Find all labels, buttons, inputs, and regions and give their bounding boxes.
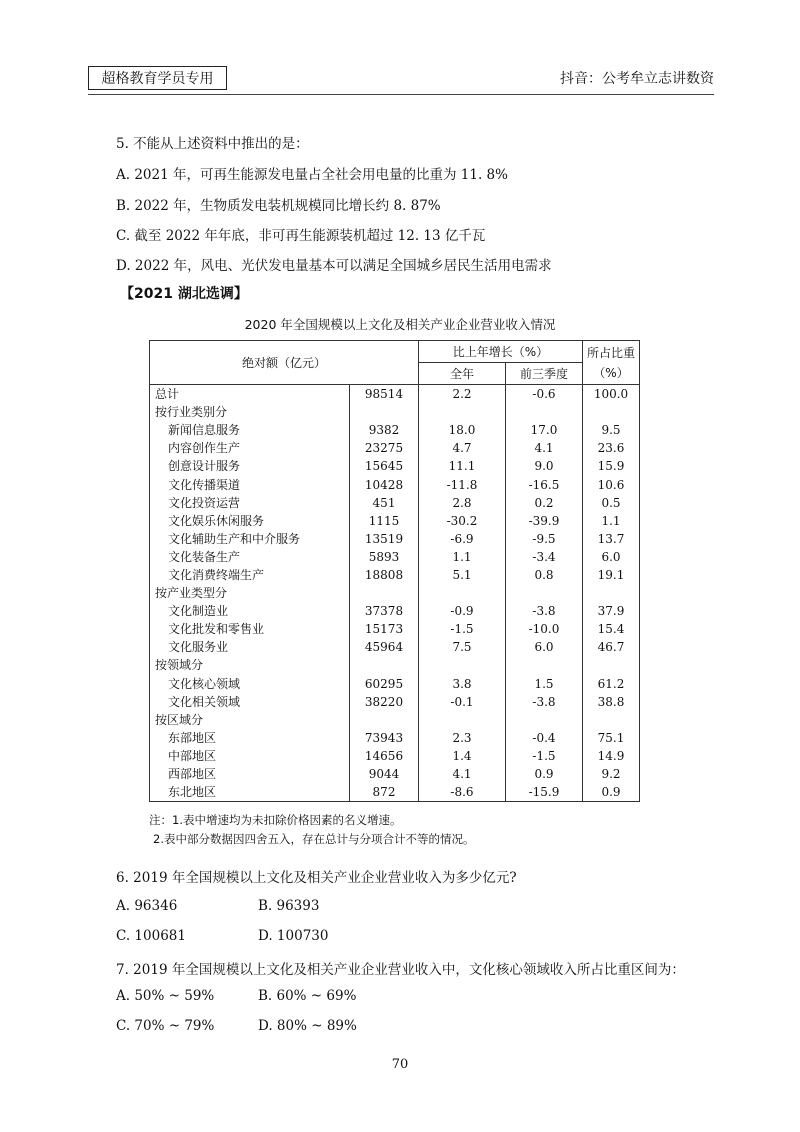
row-name: 按领域分: [150, 656, 350, 674]
row-share: 9.5: [601, 423, 621, 438]
row-q3-growth: -0.4: [506, 729, 583, 747]
row-abs: 14656: [350, 747, 419, 765]
table-row: [150, 675, 640, 693]
table-row: [150, 602, 640, 620]
row-name: 东北地区: [150, 783, 350, 802]
table-row: [150, 693, 640, 711]
table-row: [150, 403, 640, 421]
row-name: 文化服务业: [150, 638, 350, 656]
row-name: 文化批发和零售业: [150, 620, 350, 638]
q7-stem: 7. 2019 年全国规模以上文化及相关产业企业营业收入中，文化核心领域收入所占比重区间为：: [116, 962, 685, 978]
row-share: 19.1: [597, 567, 625, 582]
row-q3-growth: 0.2: [506, 494, 583, 512]
row-year-growth: -8.6: [419, 783, 506, 802]
row-name: 文化核心领域: [150, 675, 350, 693]
row-name: 中部地区: [150, 747, 350, 765]
row-year-growth: 3.8: [419, 675, 506, 693]
q5-option-a: A. 2021 年，可再生能源发电量占全社会用电量的比重为 11. 8%: [116, 167, 508, 183]
row-abs: 37378: [350, 602, 419, 620]
row-abs: [350, 584, 419, 602]
row-abs: 38220: [350, 693, 419, 711]
row-q3-growth: -1.5: [506, 747, 583, 765]
q7-option-b: B. 60% ~ 69%: [258, 988, 357, 1004]
row-q3-growth: 17.0: [506, 421, 583, 439]
row-abs: 9382: [350, 421, 419, 439]
row-name: 按区域分: [150, 711, 350, 729]
row-share: 46.7: [597, 640, 625, 655]
row-year-growth: 1.1: [419, 548, 506, 566]
row-year-growth: -0.9: [419, 602, 506, 620]
table-row: [150, 457, 640, 475]
row-name: 东部地区: [150, 729, 350, 747]
row-year-growth: -1.5: [419, 620, 506, 638]
row-abs: 73943: [350, 729, 419, 747]
row-q3-growth: [506, 584, 583, 602]
row-share: 6.0: [601, 549, 621, 564]
row-q3-growth: -16.5: [506, 475, 583, 493]
row-q3-growth: 6.0: [506, 638, 583, 656]
table-row: [150, 512, 640, 530]
q5-option-c: C. 截至 2022 年年底，非可再生能源装机超过 12. 13 亿千瓦: [116, 228, 486, 244]
row-abs: 5893: [350, 548, 419, 566]
row-abs: 9044: [350, 765, 419, 783]
row-year-growth: 18.0: [419, 421, 506, 439]
row-q3-growth: -10.0: [506, 620, 583, 638]
row-name: 总计: [150, 385, 350, 404]
row-share: [583, 711, 640, 729]
header-right-text: 抖音：公考牟立志讲数资: [560, 71, 714, 87]
row-year-growth: 2.3: [419, 729, 506, 747]
row-abs: 872: [350, 783, 419, 802]
row-name: 西部地区: [150, 765, 350, 783]
row-year-growth: [419, 711, 506, 729]
table-row: [150, 475, 640, 493]
row-year-growth: -30.2: [419, 512, 506, 530]
row-year-growth: [419, 403, 506, 421]
row-name: 文化装备生产: [150, 548, 350, 566]
table-row: [150, 765, 640, 783]
table-row: [150, 729, 640, 747]
revenue-table: [149, 340, 640, 802]
table-row: [150, 783, 640, 802]
row-q3-growth: 1.5: [506, 675, 583, 693]
row-year-growth: 1.4: [419, 747, 506, 765]
row-share: 38.8: [597, 694, 625, 709]
row-name: 文化辅助生产和中介服务: [150, 530, 350, 548]
table-row: [150, 566, 640, 584]
q7-option-c: C. 70% ~ 79%: [116, 1018, 215, 1034]
row-q3-growth: 9.0: [506, 457, 583, 475]
table-row: [150, 385, 640, 404]
row-abs: 18808: [350, 566, 419, 584]
row-name: 内容创作生产: [150, 439, 350, 457]
row-share: 100.0: [593, 387, 629, 402]
row-q3-growth: -3.4: [506, 548, 583, 566]
row-name: 按产业类型分: [150, 584, 350, 602]
q7-option-a: A. 50% ~ 59%: [116, 988, 215, 1004]
row-name: 文化传播渠道: [150, 475, 350, 493]
table-row: [150, 548, 640, 566]
q6-option-a: A. 96346: [116, 898, 178, 914]
row-abs: 60295: [350, 675, 419, 693]
row-q3-growth: [506, 656, 583, 674]
row-q3-growth: [506, 403, 583, 421]
page-number: 70: [391, 1057, 409, 1072]
row-q3-growth: 0.9: [506, 765, 583, 783]
header-year: 全年: [419, 363, 506, 385]
row-year-growth: 5.1: [419, 566, 506, 584]
row-share: 1.1: [601, 513, 621, 528]
row-q3-growth: 0.8: [506, 566, 583, 584]
table-body: [150, 385, 640, 802]
row-year-growth: [419, 584, 506, 602]
row-name: 文化消费终端生产: [150, 566, 350, 584]
row-name: 新闻信息服务: [150, 421, 350, 439]
row-share: 23.6: [597, 441, 625, 456]
q6-option-c: C. 100681: [116, 928, 186, 944]
header-left-tag: 超格教育学员专用: [88, 66, 227, 90]
row-year-growth: 7.5: [419, 638, 506, 656]
row-abs: 13519: [350, 530, 419, 548]
row-q3-growth: 4.1: [506, 439, 583, 457]
row-abs: 45964: [350, 638, 419, 656]
row-share: 75.1: [597, 730, 625, 745]
row-year-growth: 4.1: [419, 765, 506, 783]
table-row: [150, 439, 640, 457]
row-abs: [350, 403, 419, 421]
row-share: 0.5: [601, 495, 621, 510]
header-growth: 比上年增长（%）: [419, 341, 583, 363]
table-row: [150, 747, 640, 765]
row-year-growth: 2.2: [419, 385, 506, 404]
row-abs: 15173: [350, 620, 419, 638]
row-name: 文化投资运营: [150, 494, 350, 512]
row-q3-growth: [506, 711, 583, 729]
row-abs: 23275: [350, 439, 419, 457]
row-q3-growth: -0.6: [506, 385, 583, 404]
row-share: [583, 403, 640, 421]
q6-option-b: B. 96393: [258, 898, 320, 914]
row-q3-growth: -3.8: [506, 602, 583, 620]
row-abs: 10428: [350, 475, 419, 493]
row-abs: 15645: [350, 457, 419, 475]
table-row: [150, 421, 640, 439]
table-row: [150, 656, 640, 674]
table-row: [150, 530, 640, 548]
row-abs: 1115: [350, 512, 419, 530]
row-year-growth: [419, 656, 506, 674]
q7-option-d: D. 80% ~ 89%: [258, 1018, 357, 1034]
row-name: 文化制造业: [150, 602, 350, 620]
row-q3-growth: -3.8: [506, 693, 583, 711]
row-q3-growth: -15.9: [506, 783, 583, 802]
row-name: 按行业类别分: [150, 403, 350, 421]
header-q3: 前三季度: [506, 363, 583, 385]
table-note-1: 注：1.表中增速均为未扣除价格因素的名义增速。: [149, 813, 402, 827]
row-q3-growth: -9.5: [506, 530, 583, 548]
row-year-growth: 11.1: [419, 457, 506, 475]
table-row: [150, 584, 640, 602]
row-share: 9.2: [601, 767, 621, 782]
header-rule: [88, 94, 714, 95]
row-abs: [350, 711, 419, 729]
row-year-growth: 2.8: [419, 494, 506, 512]
table-row: [150, 620, 640, 638]
row-year-growth: -6.9: [419, 530, 506, 548]
row-share: 37.9: [597, 604, 625, 619]
header-share: 所占比重（%）: [583, 341, 640, 385]
row-abs: 451: [350, 494, 419, 512]
row-name: 文化娱乐休闲服务: [150, 512, 350, 530]
row-share: 15.9: [597, 459, 625, 474]
row-year-growth: -0.1: [419, 693, 506, 711]
row-share: 61.2: [597, 676, 625, 691]
row-share: [583, 584, 640, 602]
row-share: 0.9: [601, 785, 621, 800]
row-year-growth: -11.8: [419, 475, 506, 493]
table-row: [150, 711, 640, 729]
row-q3-growth: -39.9: [506, 512, 583, 530]
table-note-2: 2.表中部分数据因四舍五入，存在总计与分项合计不等的情况。: [153, 832, 475, 846]
header-abs: 绝对额（亿元）: [150, 341, 419, 385]
row-share: 14.9: [597, 748, 625, 763]
row-abs: 98514: [350, 385, 419, 404]
row-year-growth: 4.7: [419, 439, 506, 457]
q5-option-b: B. 2022 年，生物质发电装机规模同比增长约 8. 87%: [116, 198, 441, 214]
table-title: 2020 年全国规模以上文化及相关产业企业营业收入情况: [244, 317, 556, 332]
row-name: 创意设计服务: [150, 457, 350, 475]
table-row: [150, 638, 640, 656]
row-name: 文化相关领域: [150, 693, 350, 711]
table-row: [150, 494, 640, 512]
row-abs: [350, 656, 419, 674]
q6-option-d: D. 100730: [258, 928, 329, 944]
q5-stem: 5. 不能从上述资料中推出的是：: [116, 136, 309, 152]
q6-stem: 6. 2019 年全国规模以上文化及相关产业企业营业收入为多少亿元?: [116, 870, 517, 886]
row-share: 10.6: [597, 477, 625, 492]
q5-option-d: D. 2022 年，风电、光伏发电量基本可以满足全国城乡居民生活用电需求: [116, 258, 552, 274]
section-tag: 【2021 湖北选调】: [120, 286, 248, 302]
row-share: 15.4: [597, 622, 625, 637]
row-share: 13.7: [597, 531, 625, 546]
row-share: [583, 656, 640, 674]
